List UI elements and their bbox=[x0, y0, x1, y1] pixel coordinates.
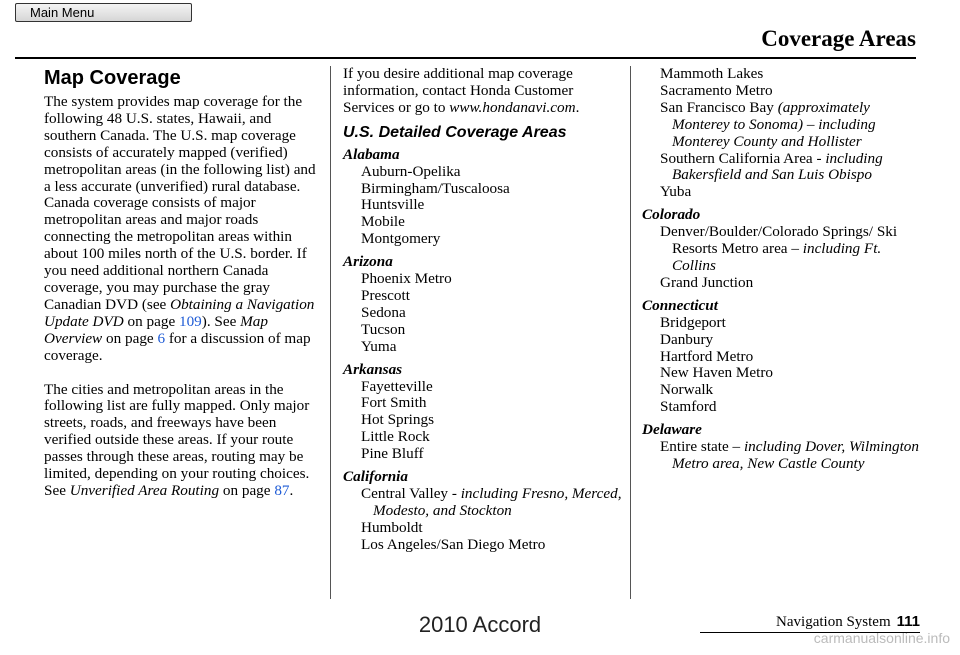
list-item: Pine Bluff bbox=[361, 445, 424, 463]
page-link-87[interactable]: 87 bbox=[274, 481, 290, 499]
text-span: . bbox=[289, 481, 294, 499]
ref-title: Unverified Area Routing bbox=[69, 481, 220, 499]
page-link-109[interactable]: 109 bbox=[178, 312, 202, 330]
text-span: San Francisco Bay bbox=[660, 98, 778, 116]
main-menu-button[interactable]: Main Menu bbox=[15, 3, 192, 22]
list-item: Sacramento Metro bbox=[660, 81, 773, 99]
text-span: Central Valley - bbox=[361, 484, 461, 502]
list-item: Mammoth Lakes bbox=[660, 65, 764, 82]
text-span: on page bbox=[123, 312, 179, 330]
city-list-colorado bbox=[660, 224, 920, 292]
list-item: Bridgeport bbox=[660, 313, 726, 331]
text-span: including Ft. Collins bbox=[672, 240, 882, 274]
list-item: Humboldt bbox=[361, 518, 423, 536]
text-span: including Dover, Wilmington Metro area, New Castle County bbox=[672, 438, 919, 472]
list-item: Prescott bbox=[361, 286, 410, 304]
list-item: Montgomery bbox=[361, 230, 441, 248]
watermark-model: 2010 Accord bbox=[418, 612, 542, 637]
text-span: including Fresno, Merced, Modesto, and Stockton bbox=[373, 484, 622, 519]
watermark bbox=[0, 612, 960, 646]
footer-label: Navigation System bbox=[776, 614, 891, 630]
list-item: Little Rock bbox=[361, 428, 430, 446]
watermark-site: carmanualsonline.info bbox=[813, 630, 950, 646]
ref-title: Map Overview bbox=[44, 312, 268, 347]
text-span: If you desire additional map coverage information, contact Honda Customer Services or go to bbox=[343, 65, 574, 116]
header-rule bbox=[15, 57, 916, 59]
text-span: including Bakersfield and San Luis Obispo bbox=[672, 149, 883, 184]
city-list-connecticut bbox=[660, 315, 920, 416]
list-item bbox=[361, 486, 625, 520]
text-span: for a discussion of map coverage. bbox=[44, 329, 311, 364]
section-heading: Map Coverage bbox=[44, 67, 181, 89]
column-1 bbox=[44, 66, 324, 500]
list-item bbox=[660, 151, 920, 185]
list-item: Auburn-Opelika bbox=[361, 162, 461, 180]
list-item: Fayetteville bbox=[361, 377, 433, 395]
list-item: Grand Junction bbox=[660, 273, 754, 291]
text-span: The cities and metropolitan areas in the following list are fully mapped. Only major streets, roads, and freeways have been verified outside these areas. If your route passes through these areas, routing may be limited, depending on your routing choices. See bbox=[44, 380, 310, 499]
city-list-delaware bbox=[660, 439, 920, 473]
city-list-california-cont bbox=[660, 66, 920, 201]
state-california: California bbox=[343, 468, 408, 486]
subsection-heading: U.S. Detailed Coverage Areas bbox=[343, 123, 567, 141]
list-item: Stamford bbox=[660, 398, 717, 416]
list-item: Mobile bbox=[361, 213, 405, 231]
list-item bbox=[660, 224, 920, 275]
text-span: Southern California Area - bbox=[660, 149, 826, 167]
page-number: 111 bbox=[896, 613, 920, 630]
state-arkansas: Arkansas bbox=[343, 360, 403, 378]
list-item: Hot Springs bbox=[361, 411, 434, 429]
paragraph-cities bbox=[44, 382, 324, 500]
list-item: Fort Smith bbox=[361, 394, 427, 412]
column-2 bbox=[343, 66, 625, 554]
list-item: Phoenix Metro bbox=[361, 270, 452, 288]
list-item: Los Angeles/San Diego Metro bbox=[361, 535, 546, 553]
list-item bbox=[660, 100, 920, 151]
text-span: ). See bbox=[201, 312, 241, 330]
paragraph-contact bbox=[343, 66, 625, 117]
column-3 bbox=[642, 65, 920, 473]
list-item: Yuba bbox=[660, 183, 692, 201]
text-span: on page bbox=[102, 329, 158, 347]
list-item: Huntsville bbox=[361, 196, 425, 214]
paragraph-intro bbox=[44, 94, 324, 365]
list-item: New Haven Metro bbox=[660, 364, 774, 382]
city-list-california bbox=[361, 486, 625, 554]
website-url: www.hondanavi.com bbox=[449, 98, 576, 116]
page-link-6[interactable]: 6 bbox=[157, 329, 166, 347]
text-span: The system provides map coverage for the following 48 U.S. states, Hawaii, and southern Canada. The U.S. map coverage consists of accurately mapped (verified) metropolitan areas (in the following list) and a less accurate (unverified) rural database. Canada coverage consists of major metropolitan areas and major roads connecting the metropolitan areas within about 100 miles north of the U.S. border. If you need additional northern Canada coverage, you may purchase the gray Canadian DVD (see bbox=[44, 93, 316, 313]
text-span: . bbox=[575, 98, 580, 116]
list-item: Danbury bbox=[660, 330, 714, 348]
list-item: Birmingham/Tuscaloosa bbox=[361, 179, 510, 197]
state-alabama: Alabama bbox=[343, 145, 400, 163]
city-list-alabama bbox=[361, 164, 625, 249]
text-span: Denver/Boulder/Colorado Springs/ Ski Resorts Metro area – bbox=[660, 223, 898, 258]
list-item: Tucson bbox=[361, 320, 406, 338]
text-span: Entire state – bbox=[660, 438, 744, 456]
list-item: Sedona bbox=[361, 303, 406, 321]
list-item bbox=[660, 439, 920, 473]
text-span: on page bbox=[219, 481, 275, 499]
text-span: (approximately Monterey to Sonoma) – including Monterey County and Hollister bbox=[672, 98, 876, 150]
city-list-arkansas bbox=[361, 379, 625, 464]
state-arizona: Arizona bbox=[343, 253, 393, 271]
list-item: Norwalk bbox=[660, 381, 714, 399]
column-divider bbox=[330, 66, 331, 599]
ref-title: Obtaining a Navigation Update DVD bbox=[44, 295, 315, 330]
list-item: Hartford Metro bbox=[660, 347, 754, 365]
state-connecticut: Connecticut bbox=[642, 296, 718, 314]
column-divider bbox=[630, 66, 631, 599]
state-delaware: Delaware bbox=[642, 421, 702, 439]
page-title: Coverage Areas bbox=[761, 26, 916, 51]
list-item: Yuma bbox=[361, 337, 397, 355]
state-colorado: Colorado bbox=[642, 206, 701, 224]
city-list-arizona bbox=[361, 271, 625, 356]
